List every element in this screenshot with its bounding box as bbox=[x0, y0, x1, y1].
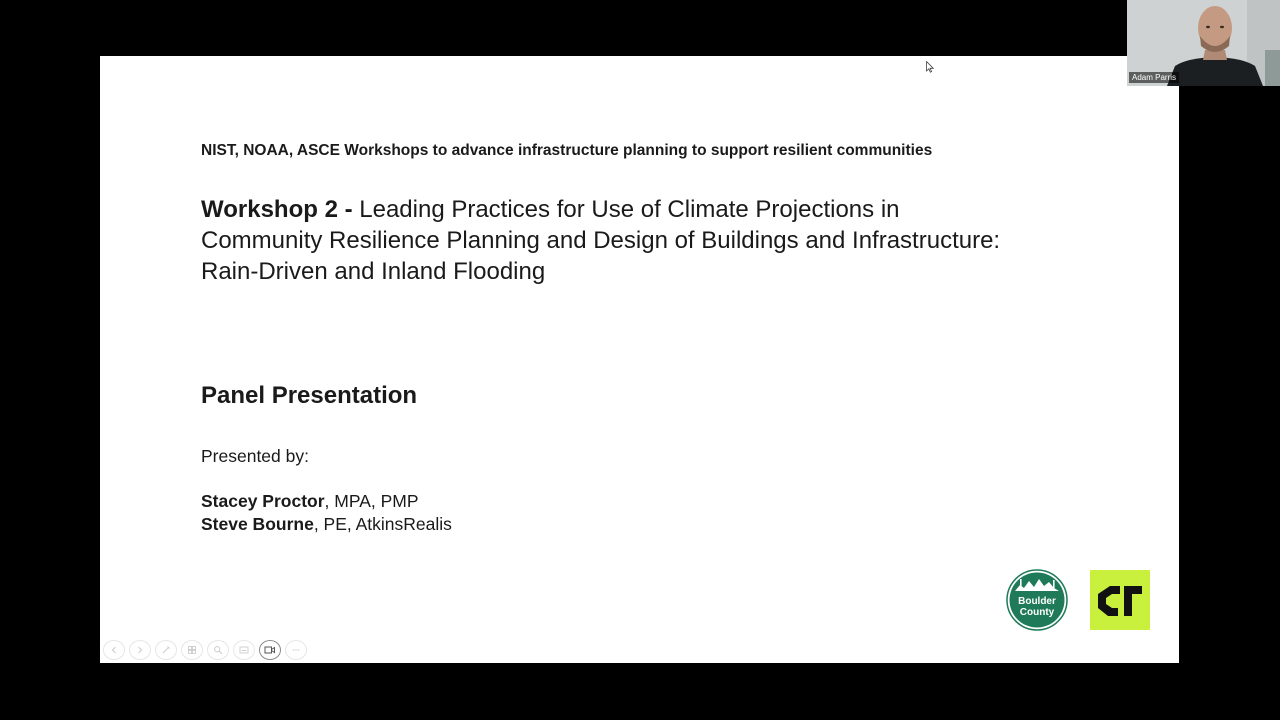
subtitles-button[interactable] bbox=[233, 640, 255, 660]
workshop-lead: Workshop 2 - bbox=[201, 196, 353, 223]
presentation-slide bbox=[100, 56, 1179, 663]
see-all-slides-button[interactable] bbox=[181, 640, 203, 660]
participant-video-tile[interactable] bbox=[1127, 0, 1280, 86]
pen-icon bbox=[161, 645, 171, 655]
atkinsrealis-mark-icon bbox=[1090, 570, 1150, 630]
next-icon bbox=[135, 645, 145, 655]
more-icon bbox=[291, 645, 301, 655]
presenter-credentials: , PE, AtkinsRealis bbox=[313, 514, 452, 534]
participant-name-label: Adam Parris bbox=[1129, 72, 1179, 83]
presenter-1 bbox=[201, 491, 419, 512]
presenter-2 bbox=[201, 514, 452, 535]
svg-text:County: County bbox=[1019, 607, 1055, 618]
more-options-button[interactable] bbox=[285, 640, 307, 660]
pen-tool-button[interactable] bbox=[155, 640, 177, 660]
boulder-county-logo bbox=[1006, 569, 1068, 631]
panel-title: Panel Presentation bbox=[201, 382, 418, 409]
svg-text:Boulder: Boulder bbox=[1018, 596, 1056, 607]
workshop-title bbox=[201, 194, 1021, 287]
subtitles-icon bbox=[239, 645, 249, 655]
mouse-cursor-icon bbox=[926, 61, 934, 73]
slides-grid-icon bbox=[187, 645, 197, 655]
slideshow-controls bbox=[103, 640, 307, 660]
camera-icon bbox=[264, 645, 276, 655]
presenter-name: Stacey Proctor bbox=[201, 491, 325, 511]
zoom-icon bbox=[213, 645, 223, 655]
presented-by-label: Presented by: bbox=[201, 446, 309, 466]
previous-icon bbox=[109, 645, 119, 655]
camera-toggle-button[interactable] bbox=[259, 640, 281, 660]
previous-slide-button[interactable] bbox=[103, 640, 125, 660]
presenter-name: Steve Bourne bbox=[201, 514, 314, 534]
workshop-description: Leading Practices for Use of Climate Projections in Community Resilience Planning and Design of Buildings and Infrastructure: Rain-Driven and Inland Flooding bbox=[201, 196, 1001, 285]
zoom-button[interactable] bbox=[207, 640, 229, 660]
next-slide-button[interactable] bbox=[129, 640, 151, 660]
presenter-credentials: , MPA, PMP bbox=[324, 491, 419, 511]
slide-subtitle: NIST, NOAA, ASCE Workshops to advance infrastructure planning to support resilient communities bbox=[201, 142, 933, 159]
atkinsrealis-logo bbox=[1090, 570, 1150, 630]
